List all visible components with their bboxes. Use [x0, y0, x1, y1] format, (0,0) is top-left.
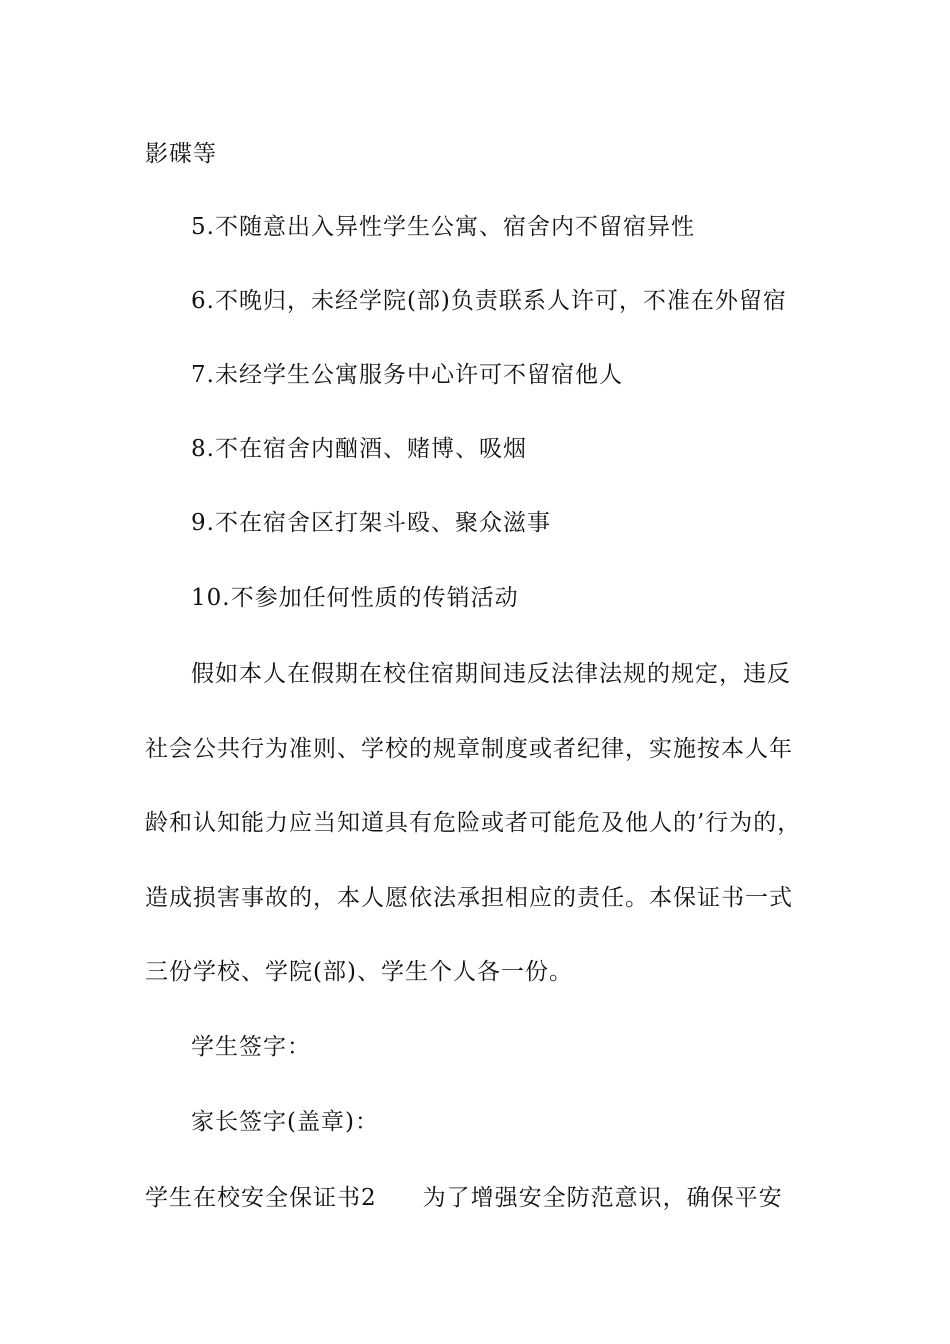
- next-section-intro: 为了增强安全防范意识，确保平安: [422, 1185, 783, 1211]
- rule-item: 8.不在宿舍内酗酒、赌博、吸烟: [191, 436, 527, 462]
- parent-signature-label: 家长签字(盖章)：: [191, 1109, 379, 1135]
- paragraph-line: 假如本人在假期在校住宿期间违反法律法规的规定，违反: [191, 661, 791, 687]
- rule-item: 9.不在宿舍区打架斗殴、聚众滋事: [191, 510, 551, 536]
- next-section-title: 学生在校安全保证书2: [145, 1185, 377, 1211]
- rule-item: 5.不随意出入异性学生公寓、宿舍内不留宿异性: [191, 214, 695, 240]
- paragraph-line: 造成损害事故的，本人愿依法承担相应的责任。本保证书一式: [145, 885, 793, 911]
- rule-item: 6.不晚归，未经学院(部)负责联系人许可，不准在外留宿: [191, 288, 787, 314]
- next-section-line: [145, 1183, 783, 1213]
- paragraph-line: 龄和认知能力应当知道具有危险或者可能危及他人的’行为的，: [145, 810, 802, 836]
- paragraph-line: 三份学校、学院(部)、学生个人各一份。: [145, 959, 573, 985]
- rule-item: 10.不参加任何性质的传销活动: [191, 585, 519, 611]
- student-signature-label: 学生签字：: [191, 1034, 311, 1060]
- rule-item: 7.未经学生公寓服务中心许可不留宿他人: [191, 362, 623, 388]
- paragraph-line: 社会公共行为准则、学校的规章制度或者纪律，实施按本人年: [145, 736, 793, 762]
- continuation-text: 影碟等: [145, 141, 217, 167]
